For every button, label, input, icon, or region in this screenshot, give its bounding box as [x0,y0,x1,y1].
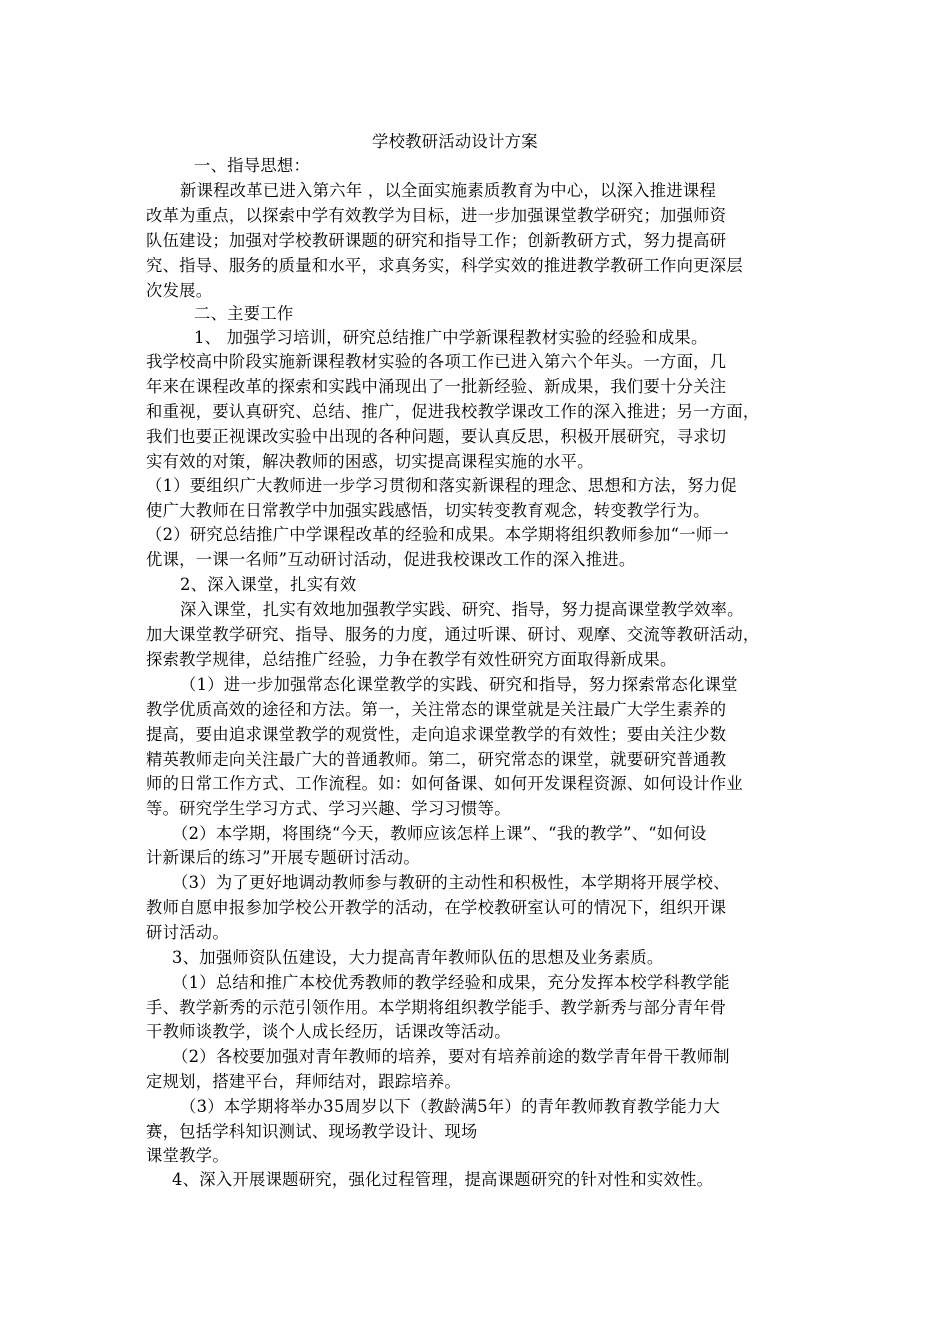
paragraph-line: 师的日常工作方式、工作流程。如：如何备课、如何开发课程资源、如何设计作业 [146,774,743,793]
section-heading-guiding-thought: 一、指导思想： [194,156,311,175]
paragraph-line: 提高，要由追求课堂教学的观赏性，走向追求课堂教学的有效性；要由关注少数 [146,725,727,744]
paragraph-line: 计新课后的练习”开展专题研讨活动。 [146,848,420,867]
paragraph-line: （2）各校要加强对青年教师的培养，要对有培养前途的数学青年骨干教师制 [172,1047,730,1066]
paragraph-line: 精英教师走向关注最广大的普通教师。第二，研究常态的课堂，就要研究普通教 [146,750,727,769]
numbered-heading-2: 2、深入课堂，扎实有效 [180,575,357,594]
paragraph-line: 改革为重点，以探索中学有效教学为目标，进一步加强课堂教学研究；加强师资 [146,206,727,225]
numbered-heading-4: 4、深入开展课题研究，强化过程管理，提高课题研究的针对性和实效性。 [172,1170,714,1189]
paragraph-line: 探索教学规律，总结推广经验，力争在教学有效性研究方面取得新成果。 [146,650,677,669]
paragraph-line: 干教师谈教学，谈个人成长经历，话课改等活动。 [146,1022,511,1041]
paragraph-line: （2）本学期，将围绕“今天，教师应该怎样上课”、“我的教学”、“如何设 [172,824,707,843]
paragraph-line: 研讨活动。 [146,923,229,942]
paragraph-line: 实有效的对策，解决教师的困惑，切实提高课程实施的水平。 [146,452,594,471]
paragraph-line: （1）进一步加强常态化课堂教学的实践、研究和指导，努力探索常态化课堂 [180,675,738,694]
numbered-heading-3: 3、加强师资队伍建设，大力提高青年教师队伍的思想及业务素质。 [172,948,664,967]
paragraph-line: 教师自愿申报参加学校公开教学的活动，在学校教研室认可的情况下，组织开课 [146,898,727,917]
paragraph-line: 教学优质高效的途径和方法。第一，关注常态的课堂就是关注最广大学生素养的 [146,700,727,719]
paragraph-line: （3）为了更好地调动教师参与教研的主动性和积极性，本学期将开展学校、 [172,873,730,892]
paragraph-line: 我学校高中阶段实施新课程教材实验的各项工作已进入第六个年头。一方面，几 [146,352,727,371]
paragraph-line: 加大课堂教学研究、指导、服务的力度，通过听课、研讨、观摩、交流等教研活动， [146,625,760,644]
paragraph-line: 课堂教学。 [146,1146,229,1165]
paragraph-line: 优课，一课一名师”互动研讨活动，促进我校课改工作的深入推进。 [146,550,636,569]
document-title: 学校教研活动设计方案 [372,132,538,151]
paragraph-line: （1）总结和推广本校优秀教师的教学经验和成果，充分发挥本校学科教学能 [172,973,730,992]
paragraph-line: 究、指导、服务的质量和水平，求真务实，科学实效的推进教学教研工作向更深层 [146,256,743,275]
paragraph-line: 新课程改革已进入第六年 ，以全面实施素质教育为中心，以深入推进课程 [180,181,717,200]
paragraph-line: （2）研究总结推广中学课程改革的经验和成果。本学期将组织教师参加“一师一 [146,525,730,544]
paragraph-line: 队伍建设；加强对学校教研课题的研究和指导工作；创新教研方式，努力提高研 [146,231,727,250]
paragraph-line: 定规划，搭建平台，拜师结对，跟踪培养。 [146,1072,462,1091]
paragraph-line: 等。研究学生学习方式、学习兴趣、学习习惯等。 [146,799,511,818]
paragraph-line: 年来在课程改革的探索和实践中涌现出了一批新经验、新成果，我们要十分关注 [146,377,727,396]
paragraph-line: 使广大教师在日常教学中加强实践感悟，切实转变教育观念，转变教学行为。 [146,501,710,520]
paragraph-line: 我们也要正视课改实验中出现的各种问题，要认真反思，积极开展研究，寻求切 [146,427,727,446]
paragraph-line: （3）本学期将举办35周岁以下（教龄满5年）的青年教师教育教学能力大 [180,1097,721,1116]
paragraph-line: 和重视，要认真研究、总结、推广，促进我校教学课改工作的深入推进；另一方面， [146,402,760,421]
paragraph-line: 深入课堂，扎实有效地加强教学实践、研究、指导，努力提高课堂教学效率。 [180,600,744,619]
numbered-heading-1: 1、 加强学习培训，研究总结推广中学新课程教材实验的经验和成果。 [194,328,708,347]
section-heading-main-work: 二、主要工作 [194,304,294,323]
paragraph-line: 赛，包括学科知识测试、现场教学设计、现场 [146,1122,478,1141]
paragraph-line: （1）要组织广大教师进一步学习贯彻和落实新课程的理念、思想和方法，努力促 [146,476,738,495]
paragraph-line: 次发展。 [146,281,213,300]
paragraph-line: 手、教学新秀的示范引领作用。本学期将组织教学能手、教学新秀与部分青年骨 [146,998,727,1017]
